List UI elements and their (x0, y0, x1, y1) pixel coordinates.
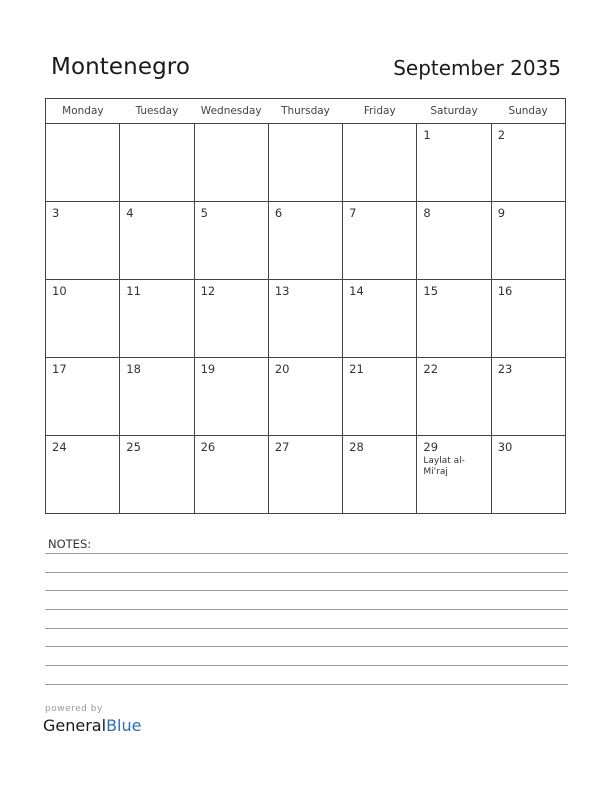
calendar-grid (45, 98, 566, 514)
day-number: 11 (126, 284, 141, 298)
week-row (46, 436, 566, 514)
day-cell (268, 202, 342, 280)
day-cell (417, 124, 491, 202)
day-number: 28 (349, 440, 364, 454)
generalblue-logo (43, 716, 141, 735)
day-cell (46, 124, 120, 202)
brand-general: General (43, 716, 107, 735)
holiday-label: Laylat al-Mi'raj (423, 456, 465, 477)
day-number: 4 (126, 206, 134, 220)
note-line (45, 553, 568, 554)
day-number: 10 (52, 284, 67, 298)
day-number: 1 (423, 128, 431, 142)
day-number: 14 (349, 284, 364, 298)
day-cell (343, 358, 417, 436)
day-cell (343, 124, 417, 202)
powered-by-text: powered by (45, 704, 103, 714)
day-number: 20 (274, 362, 290, 376)
day-number: 3 (52, 206, 60, 220)
day-number: 26 (200, 440, 216, 454)
note-line (45, 609, 568, 610)
day-cell (491, 436, 565, 514)
day-cell (120, 436, 194, 514)
day-cell (268, 436, 342, 514)
day-cell (343, 202, 417, 280)
week-row (46, 202, 566, 280)
day-cell (194, 436, 268, 514)
week-row (46, 358, 566, 436)
note-line (45, 665, 568, 666)
day-number: 25 (126, 440, 141, 454)
day-number: 2 (497, 128, 506, 142)
day-number: 13 (274, 284, 290, 298)
weekday-tuesday: Tuesday (120, 99, 194, 124)
day-cell (491, 124, 565, 202)
day-number: 7 (349, 206, 357, 220)
day-cell (491, 358, 565, 436)
month-year-title: September 2035 (393, 56, 561, 80)
day-number: 16 (497, 284, 513, 298)
brand-blue: Blue (106, 716, 142, 735)
day-cell (120, 202, 194, 280)
day-cell (120, 124, 194, 202)
day-number: 24 (52, 440, 67, 454)
day-number: 21 (349, 362, 364, 376)
weekday-friday: Friday (343, 99, 417, 124)
day-number: 9 (497, 206, 506, 220)
day-cell (417, 202, 491, 280)
day-number: 22 (423, 362, 439, 376)
country-title: Montenegro (51, 54, 191, 80)
day-cell (268, 280, 342, 358)
day-cell (46, 280, 120, 358)
weekday-monday: Monday (46, 99, 120, 124)
note-line (45, 628, 568, 629)
day-number: 30 (497, 440, 513, 454)
day-cell (46, 436, 120, 514)
day-number: 19 (200, 362, 216, 376)
day-number: 23 (497, 362, 513, 376)
day-number: 27 (274, 440, 290, 454)
day-number: 5 (200, 206, 208, 220)
weekday-thursday: Thursday (268, 99, 342, 124)
day-number: 15 (423, 284, 439, 298)
notes-label: NOTES: (48, 537, 92, 551)
day-cell (268, 358, 342, 436)
day-cell (343, 280, 417, 358)
day-cell (194, 124, 268, 202)
weekday-saturday: Saturday (417, 99, 491, 124)
day-cell (491, 202, 565, 280)
day-number: 6 (274, 206, 283, 220)
day-cell (417, 358, 491, 436)
day-cell (120, 280, 194, 358)
day-cell (491, 280, 565, 358)
day-cell (194, 358, 268, 436)
day-number: 12 (200, 284, 216, 298)
day-cell (46, 202, 120, 280)
day-cell (46, 358, 120, 436)
day-cell (268, 124, 342, 202)
day-cell (120, 358, 194, 436)
note-line (45, 572, 568, 573)
note-line (45, 684, 568, 685)
weekday-header-row (46, 99, 566, 124)
day-number: 8 (423, 206, 431, 220)
day-cell (417, 280, 491, 358)
day-number: 17 (52, 362, 67, 376)
note-line (45, 646, 568, 647)
day-cell (343, 436, 417, 514)
day-cell (194, 202, 268, 280)
note-line (45, 590, 568, 591)
weekday-wednesday: Wednesday (194, 99, 268, 124)
day-cell (417, 436, 491, 514)
week-row (46, 124, 566, 202)
day-number: 18 (126, 362, 141, 376)
day-cell (194, 280, 268, 358)
day-number: 29 (423, 440, 439, 454)
week-row (46, 280, 566, 358)
weekday-sunday: Sunday (491, 99, 565, 124)
